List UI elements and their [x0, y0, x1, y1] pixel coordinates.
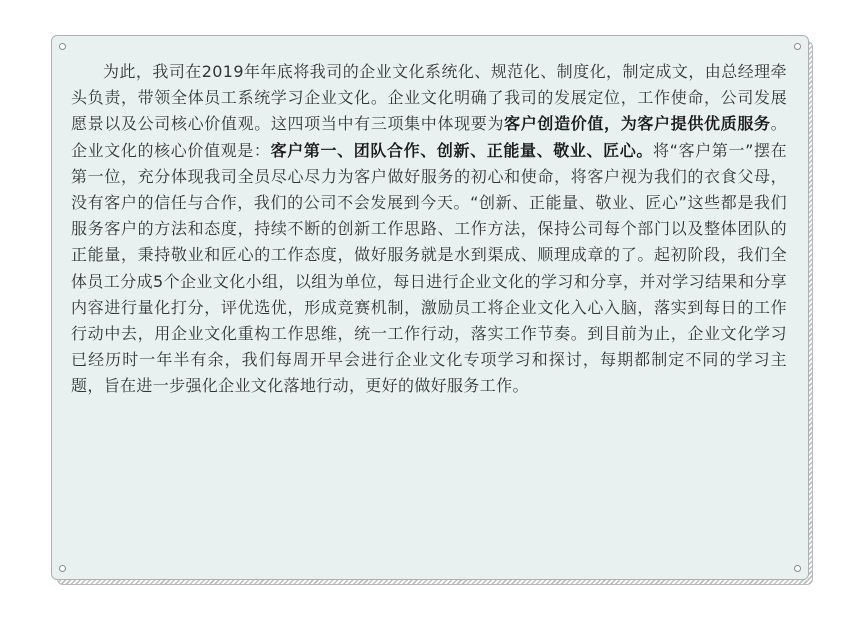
card-panel	[51, 35, 809, 580]
corner-dot-top-right	[794, 43, 801, 50]
paragraph-segment: 。企业文化的核心价值观是：	[71, 114, 787, 160]
corner-dot-bottom-right	[794, 565, 801, 572]
corner-dot-top-left	[59, 43, 66, 50]
body-paragraph	[71, 59, 787, 400]
paragraph-bold-segment: 客户创造价值，为客户提供优质服务	[504, 114, 771, 134]
paragraph-segment: 将“客户第一”摆在第一位，充分体现我司全员尽心尽力为客户做好服务的初心和使命，将客户视为我们的衣食父母，没有客户的信任与合作，我们的公司不会发展到今天。“创新、正能量、敬业、匠心”这些都是我们服务客户的方法和态度，持续不断的创新工作思路、工作方法，保持公司每个部门以及整体团队的正能量，秉持敬业和匠心的工作态度，做好服务就是水到渠成、顺理成章的了。起初阶段，我们全体员工分成5个企业文化小组，以组为单位，每日进行企业文化的学习和分享，并对学习结果和分享内容进行量化打分，评优选优，形成竞赛机制，激励员工将企业文化入心入脑，落实到每日的工作行动中去，用企业文化重构工作思维，统一工作行动，落实工作节奏。到目前为止，企业文化学习已经历时一年半有余，我们每周开早会进行企业文化专项学习和探讨，每期都制定不同的学习主题，旨在进一步强化企业文化落地行动，更好的做好服务工作。	[71, 140, 788, 396]
text-card	[51, 35, 815, 586]
paragraph-segment: 为此，我司在2019年年底将我司的企业文化系统化、规范化、制度化，制定成文，由总经理牵头负责，带领全体员工系统学习企业文化。企业文化明确了我司的发展定位，工作使命，公司发展愿景以及公司核心价值观。这四项当中有三项集中体现要为	[71, 62, 787, 134]
paragraph-bold-segment: 客户第一、团队合作、创新、正能量、敬业、匠心。	[270, 140, 654, 160]
corner-dot-bottom-left	[59, 565, 66, 572]
